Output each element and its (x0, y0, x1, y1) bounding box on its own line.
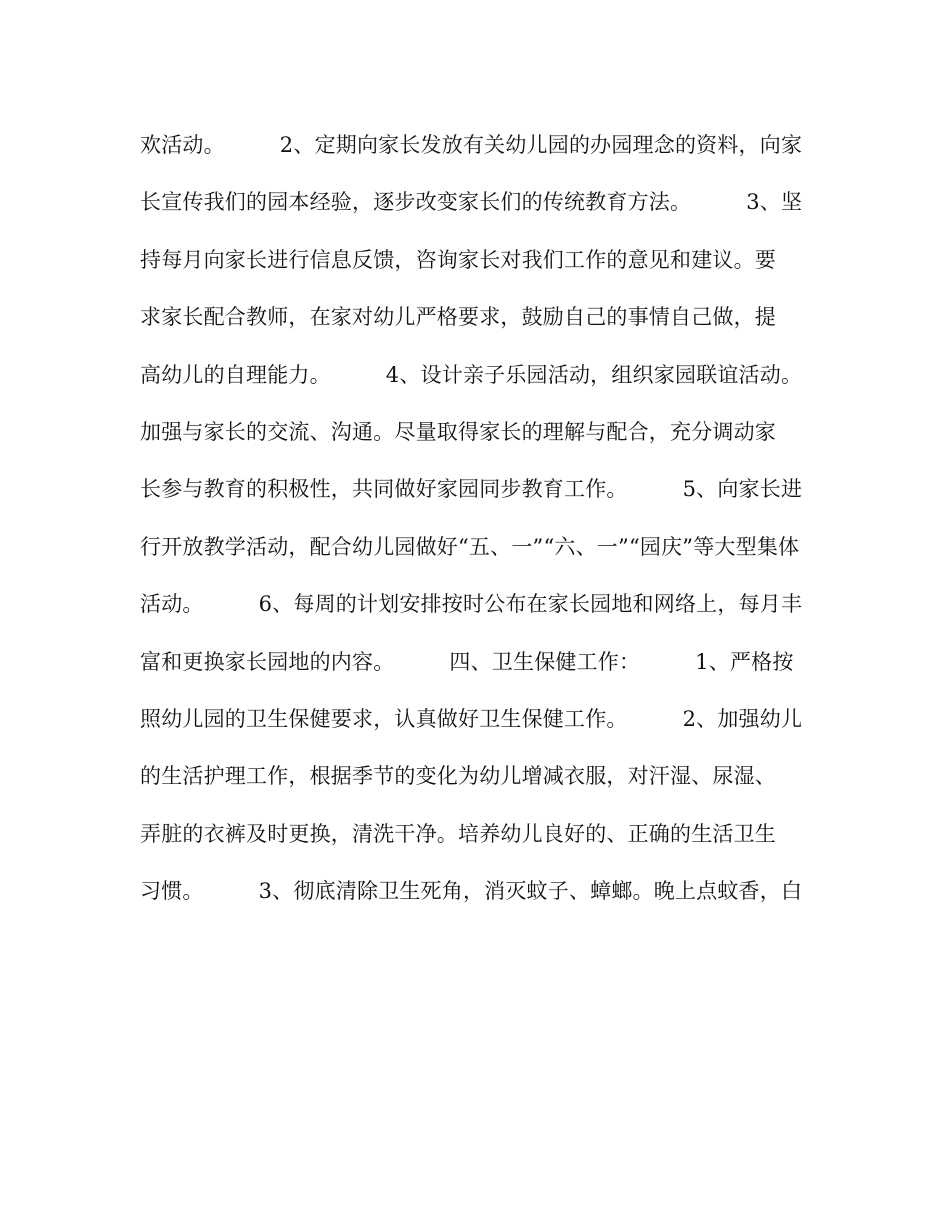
text-line: 习惯。 3、彻底清除卫生死角，消灭蚊子、蟑螂。晚上点蚊香，白 (140, 879, 803, 904)
text-line: 照幼儿园的卫生保健要求，认真做好卫生保健工作。 2、加强幼儿 (140, 706, 803, 731)
text-line: 的生活护理工作，根据季节的变化为幼儿增减衣服，对汗湿、尿湿、 (140, 764, 776, 789)
text-line: 富和更换家长园地的内容。 四、卫生保健工作： 1、严格按 (140, 649, 794, 674)
document-body (140, 117, 820, 920)
text-line: 活动。 6、每周的计划安排按时公布在家长园地和网络上，每月丰 (140, 592, 803, 617)
text-line: 行开放教学活动，配合幼儿园做好“五、一”“六、一”“园庆”等大型集体 (140, 534, 800, 559)
text-line: 欢活动。 2、定期向家长发放有关幼儿园的办园理念的资料，向家 (140, 133, 803, 157)
text-line: 长宣传我们的园本经验，逐步改变家长们的传统教育方法。 3、坚 (140, 190, 803, 215)
text-line: 长参与教育的积极性，共同做好家园同步教育工作。 5、向家长进 (140, 477, 803, 502)
text-line: 持每月向家长进行信息反馈，咨询家长对我们工作的意见和建议。要 (140, 247, 776, 272)
text-line: 加强与家长的交流、沟通。尽量取得家长的理解与配合，充分调动家 (140, 419, 776, 444)
text-line: 高幼儿的自理能力。 4、设计亲子乐园活动，组织家园联谊活动。 (140, 362, 803, 387)
text-line: 弄脏的衣裤及时更换，清洗干净。培养幼儿良好的、正确的生活卫生 (140, 821, 776, 846)
text-line: 求家长配合教师，在家对幼儿严格要求，鼓励自己的事情自己做，提 (140, 305, 776, 330)
